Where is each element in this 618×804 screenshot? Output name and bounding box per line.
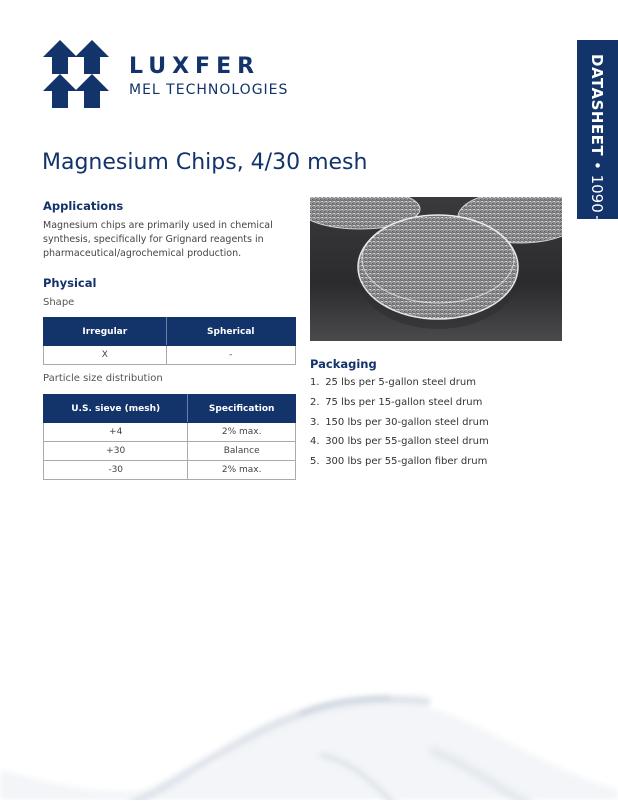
table-row — [44, 442, 296, 461]
column-header-specification: Specification — [188, 395, 296, 423]
list-item: 5. 300 lbs per 55-gallon fiber drum — [310, 456, 488, 468]
column-header-sieve: U.S. sieve (mesh) — [44, 395, 188, 423]
table-row — [44, 346, 296, 365]
table-row — [44, 423, 296, 442]
column-header-irregular: Irregular — [44, 318, 167, 346]
cell-spec: 2% max. — [188, 423, 296, 442]
cell-sieve: +30 — [44, 442, 188, 461]
cell-spherical: - — [166, 346, 295, 365]
page-title: Magnesium Chips, 4/30 mesh — [42, 150, 368, 175]
particle-size-label: Particle size distribution — [43, 373, 163, 384]
separator-dot: • — [588, 160, 606, 170]
list-item: 4. 300 lbs per 55-gallon steel drum — [310, 436, 489, 448]
shape-label: Shape — [43, 297, 75, 308]
datasheet-number: 1090† — [588, 174, 606, 231]
list-item: 2. 75 lbs per 15-gallon steel drum — [310, 396, 483, 408]
cell-sieve: -30 — [44, 461, 188, 480]
cell-spec: 2% max. — [188, 461, 296, 480]
brand-subtitle: MEL TECHNOLOGIES — [129, 82, 289, 98]
particle-size-table — [43, 394, 296, 480]
physical-heading: Physical — [43, 276, 97, 290]
list-item: 1. 25 lbs per 5-gallon steel drum — [310, 377, 476, 388]
applications-text: Magnesium chips are primarily used in chemical synthesis, specifically for Grignard reagents in pharmaceutical/agrochemical production. — [43, 220, 273, 259]
applications-heading: Applications — [43, 199, 124, 213]
datasheet-label: DATASHEET — [588, 54, 606, 157]
product-photo — [310, 197, 562, 341]
brand-name: LUXFER — [129, 54, 261, 79]
luxfer-logo-icon — [43, 40, 109, 108]
cell-spec: Balance — [188, 442, 296, 461]
packaging-list — [310, 373, 489, 472]
cell-sieve: +4 — [44, 423, 188, 442]
cell-irregular: X — [44, 346, 167, 365]
table-row — [44, 461, 296, 480]
column-header-spherical: Spherical — [166, 318, 295, 346]
decorative-wave — [0, 640, 618, 800]
packaging-heading: Packaging — [310, 357, 377, 371]
list-item: 3. 150 lbs per 30-gallon steel drum — [310, 416, 489, 428]
datasheet-tab — [577, 40, 618, 231]
shape-table — [43, 317, 296, 365]
